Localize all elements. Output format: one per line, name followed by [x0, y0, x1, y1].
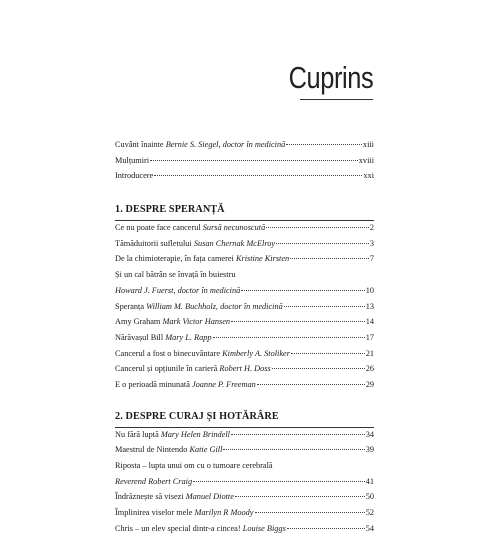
toc-entry-author: Kimberly A. Stoliker	[222, 348, 290, 358]
toc-page-number: 54	[365, 523, 374, 533]
toc-entry-label: Cancerul a fost o binecuvântare	[115, 348, 223, 358]
toc-entry	[115, 302, 374, 318]
toc-entry-title	[115, 477, 192, 486]
toc-entry-label: Speranța	[115, 301, 147, 311]
dot-leader	[290, 258, 369, 259]
page-title: Cuprins	[288, 60, 373, 95]
dot-leader	[272, 368, 365, 369]
toc-entry-author: Mary L. Rapp	[165, 332, 212, 342]
toc-entry-label: Chris – un elev special dintr-a cincea!	[115, 523, 243, 533]
toc-entry	[115, 239, 374, 255]
dot-leader	[241, 290, 364, 291]
toc-entry-title	[115, 461, 273, 470]
toc-entry-label: Introducere	[115, 171, 154, 181]
toc-entry-title	[115, 317, 230, 326]
toc-entry	[115, 445, 374, 461]
toc-entry-author: William M. Buchholz, doctor în medicină	[146, 301, 283, 311]
dot-leader	[235, 496, 365, 497]
toc-entry-author: Katie Gill	[189, 445, 223, 455]
toc-entry-author: Joanne P. Freeman	[191, 379, 256, 389]
toc-entry-author: Manuel Diotte	[185, 492, 234, 502]
toc-entry-title	[115, 239, 275, 248]
toc-page-number: xviii	[358, 155, 374, 165]
toc-entry-author: Mary Helen Brindell	[160, 429, 230, 439]
dot-leader	[223, 449, 364, 450]
toc-entry-title	[115, 364, 271, 373]
dot-leader	[291, 353, 365, 354]
toc-page-number: 2	[369, 223, 374, 233]
toc-entry-author: Louise Biggs	[242, 523, 286, 533]
toc-entry-title	[115, 286, 240, 295]
toc-entry-title	[115, 508, 254, 517]
toc-entry	[115, 223, 374, 239]
toc-entry	[115, 492, 374, 508]
toc-entry-author: Mark Victor Hansen	[162, 317, 231, 327]
toc-entry-title	[115, 430, 230, 439]
toc-entry-author: Marilyn R Moody	[194, 508, 254, 518]
title-rule	[300, 99, 373, 100]
toc-entry-title	[115, 270, 236, 279]
toc-entry	[115, 286, 374, 302]
toc-entry-title	[115, 140, 285, 149]
toc-entry-author: Howard J. Fuerst, doctor în medicină	[115, 285, 241, 295]
dot-leader	[150, 160, 358, 161]
toc-page-number: 14	[365, 317, 374, 327]
toc-page-number: 39	[365, 445, 374, 455]
dot-leader	[257, 384, 365, 385]
toc-entry-label: Amy Graham	[115, 317, 163, 327]
toc-entry	[115, 171, 374, 187]
toc-entry-title	[115, 254, 289, 263]
toc-entry-title	[115, 302, 283, 311]
toc-entry-label: E o perioadă minunată	[115, 379, 192, 389]
table-of-contents	[115, 140, 374, 539]
toc-entry	[115, 270, 374, 286]
toc-entry-title	[115, 380, 256, 389]
dot-leader	[231, 321, 365, 322]
section-rule	[115, 427, 374, 428]
toc-entry	[115, 333, 374, 349]
section-heading: 1. DESPRE SPERANȚĂ	[115, 204, 225, 216]
section-heading: 2. DESPRE CURAJ ȘI HOTĂRÂRE	[115, 410, 279, 422]
dot-leader	[231, 434, 365, 435]
toc-entry-author: Kristine Kirsten	[235, 254, 290, 264]
toc-entry-label: Cuvânt înainte	[115, 140, 166, 149]
toc-entry	[115, 508, 374, 524]
toc-page-number: 41	[365, 476, 374, 486]
toc-entry-title	[115, 171, 153, 180]
toc-page-number: 21	[365, 348, 374, 358]
toc-entry-author: Bernie S. Siegel, doctor în medicină	[165, 140, 286, 149]
toc-entry-label: De la chimioterapie, în fața camerei	[115, 254, 236, 264]
dot-leader	[286, 144, 362, 145]
dot-leader	[213, 337, 365, 338]
toc-entry	[115, 254, 374, 270]
toc-page-number: 50	[365, 492, 374, 502]
toc-entry-title	[115, 349, 290, 358]
toc-entry	[115, 461, 374, 477]
toc-page-number: 29	[365, 379, 374, 389]
toc-entry	[115, 477, 374, 493]
dot-leader	[193, 481, 365, 482]
toc-page-number: 26	[365, 364, 374, 374]
toc-entry-label: Nu fără luptă	[115, 429, 161, 439]
toc-page-number: 10	[365, 285, 374, 295]
dot-leader	[266, 227, 369, 228]
toc-entry-label: Tămăduitorii sufletului	[115, 238, 194, 248]
toc-page-number: xxi	[363, 171, 374, 181]
toc-entry-author: Susan Chernak McElroy	[193, 238, 276, 248]
toc-entry-title	[115, 524, 286, 533]
toc-page-number: 3	[369, 238, 374, 248]
toc-page-number: 52	[365, 508, 374, 518]
toc-entry	[115, 364, 374, 380]
toc-entry-title	[115, 445, 222, 454]
toc-entry-title	[115, 333, 212, 342]
toc-page-number: 7	[369, 254, 374, 264]
dot-leader	[154, 175, 362, 176]
dot-leader	[287, 528, 365, 529]
toc-page-number: 17	[365, 332, 374, 342]
toc-entry-label: Cancerul și opțiunile în carieră	[115, 364, 220, 374]
toc-entry-author: Reverend Robert Craig	[115, 476, 193, 486]
toc-entry-label: Și un cal bătrân se învață în buiestru	[115, 270, 236, 280]
toc-entry-author: Robert H. Doss	[219, 364, 271, 374]
toc-entry-label: Mulțumiri	[115, 155, 150, 165]
toc-entry-label: Riposta – lupta unui om cu o tumoare cerebrală	[115, 461, 273, 470]
toc-entry	[115, 524, 374, 539]
toc-entry	[115, 430, 374, 446]
toc-page-number: 13	[365, 301, 374, 311]
toc-entry	[115, 317, 374, 333]
toc-entry-author: Sursă necunoscută	[202, 223, 266, 233]
toc-entry-label: Ce nu poate face cancerul	[115, 223, 203, 233]
toc-entry-title	[115, 156, 149, 165]
section-rule	[115, 220, 374, 221]
toc-entry	[115, 140, 374, 156]
toc-page-number: 34	[365, 429, 374, 439]
toc-entry-label: Împlinirea viselor mele	[115, 508, 195, 518]
toc-entry	[115, 156, 374, 172]
toc-entry-title	[115, 223, 265, 232]
toc-entry-label: Maestrul de Nintendo	[115, 445, 190, 455]
dot-leader	[255, 512, 365, 513]
toc-entry-label: Nărăvașul Bill	[115, 332, 166, 342]
dot-leader	[276, 243, 369, 244]
toc-entry-title	[115, 492, 234, 501]
toc-entry-label: Îndrăznește să visezi	[115, 492, 186, 502]
toc-entry	[115, 380, 374, 396]
toc-entry	[115, 349, 374, 365]
dot-leader	[284, 306, 365, 307]
toc-page-number: xiii	[362, 140, 374, 149]
